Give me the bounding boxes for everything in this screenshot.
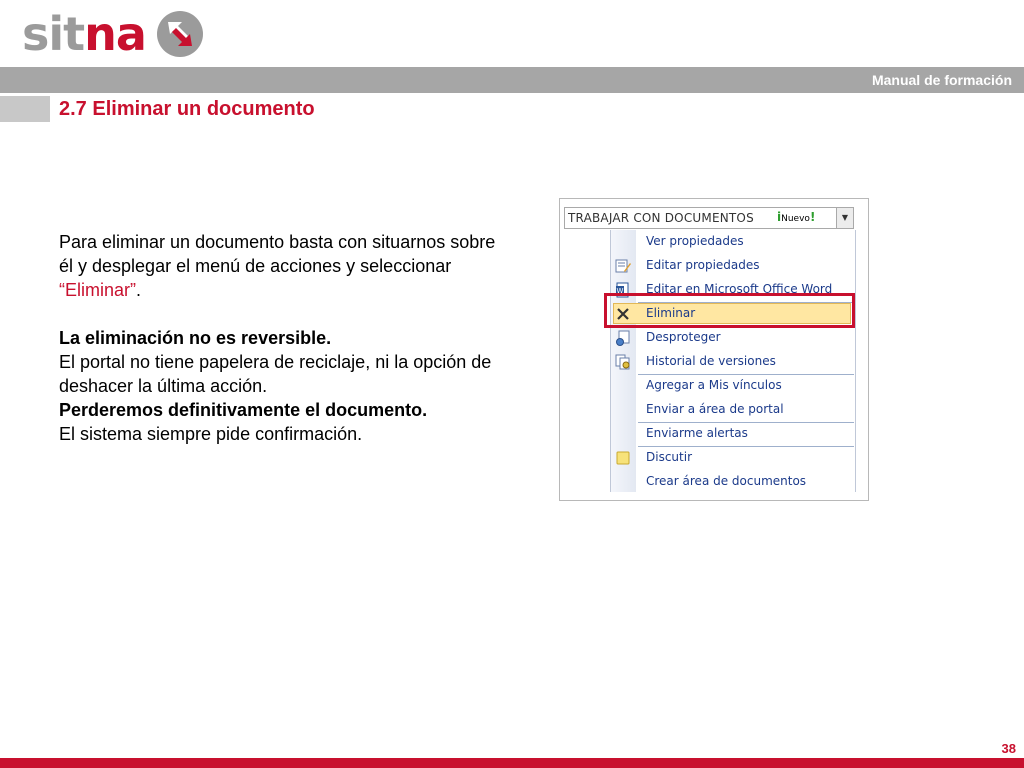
body-text (59, 230, 499, 446)
svg-text:W: W (616, 287, 624, 295)
sitna-logo (22, 6, 204, 62)
menu-screenshot (559, 198, 869, 501)
section-title-tab (0, 96, 50, 122)
menu-item-ver-propiedades[interactable]: Ver propiedades (646, 234, 744, 248)
page-number: 38 (1001, 741, 1016, 756)
edit-properties-icon (615, 258, 631, 274)
footer-band (0, 758, 1024, 768)
confirmation-text: El sistema siempre pide confirmación. (59, 424, 363, 444)
new-badge: iNuevo! (777, 210, 816, 224)
chevron-down-icon[interactable]: ▼ (836, 208, 853, 228)
menu-item-desproteger[interactable]: Desproteger (611, 326, 855, 350)
actions-dropdown-label: TRABAJAR CON DOCUMENTOS (568, 211, 754, 225)
menu-item-enviarme-alertas[interactable]: Enviarme alertas (646, 426, 748, 440)
actions-menu (610, 230, 856, 492)
section-title: 2.7 Eliminar un documento (59, 98, 315, 120)
menu-item-historial[interactable]: Historial de versiones (611, 350, 855, 374)
logo-wordmark: sitna (22, 7, 146, 61)
warning-heading: La eliminación no es reversible. (59, 328, 332, 348)
intro-paragraph: Para eliminar un documento basta con situarnos sobre él y desplegar el menú de acciones y seleccionar “Eliminar”. (59, 232, 496, 300)
menu-item-editar-propiedades[interactable]: Editar propiedades (611, 254, 855, 278)
manual-title: Manual de formación (871, 72, 1012, 88)
menu-item-agregar-vinculos[interactable]: Agregar a Mis vínculos (646, 378, 782, 392)
eliminar-highlight-box (604, 293, 855, 328)
checkout-icon (615, 330, 631, 346)
version-history-icon (615, 354, 631, 370)
menu-item-enviar-portal[interactable]: Enviar a área de portal (646, 402, 784, 416)
permanent-loss-text: Perderemos definitivamente el documento. (59, 400, 428, 420)
eliminar-quote: “Eliminar” (59, 280, 137, 300)
menu-item-eliminar[interactable]: Eliminar (611, 302, 855, 326)
discuss-icon (615, 450, 631, 466)
menu-item-editar-word[interactable]: W Editar en Microsoft Office Word (616, 282, 833, 296)
menu-item-discutir[interactable]: Discutir (611, 446, 855, 470)
header-band (0, 67, 1024, 93)
no-recycle-paragraph: El portal no tiene papelera de reciclaje, ni la opción de deshacer la última acción. (59, 352, 492, 396)
logo-arrows-icon (156, 10, 204, 58)
actions-dropdown[interactable] (564, 207, 854, 229)
menu-item-crear-area[interactable]: Crear área de documentos (646, 474, 807, 488)
